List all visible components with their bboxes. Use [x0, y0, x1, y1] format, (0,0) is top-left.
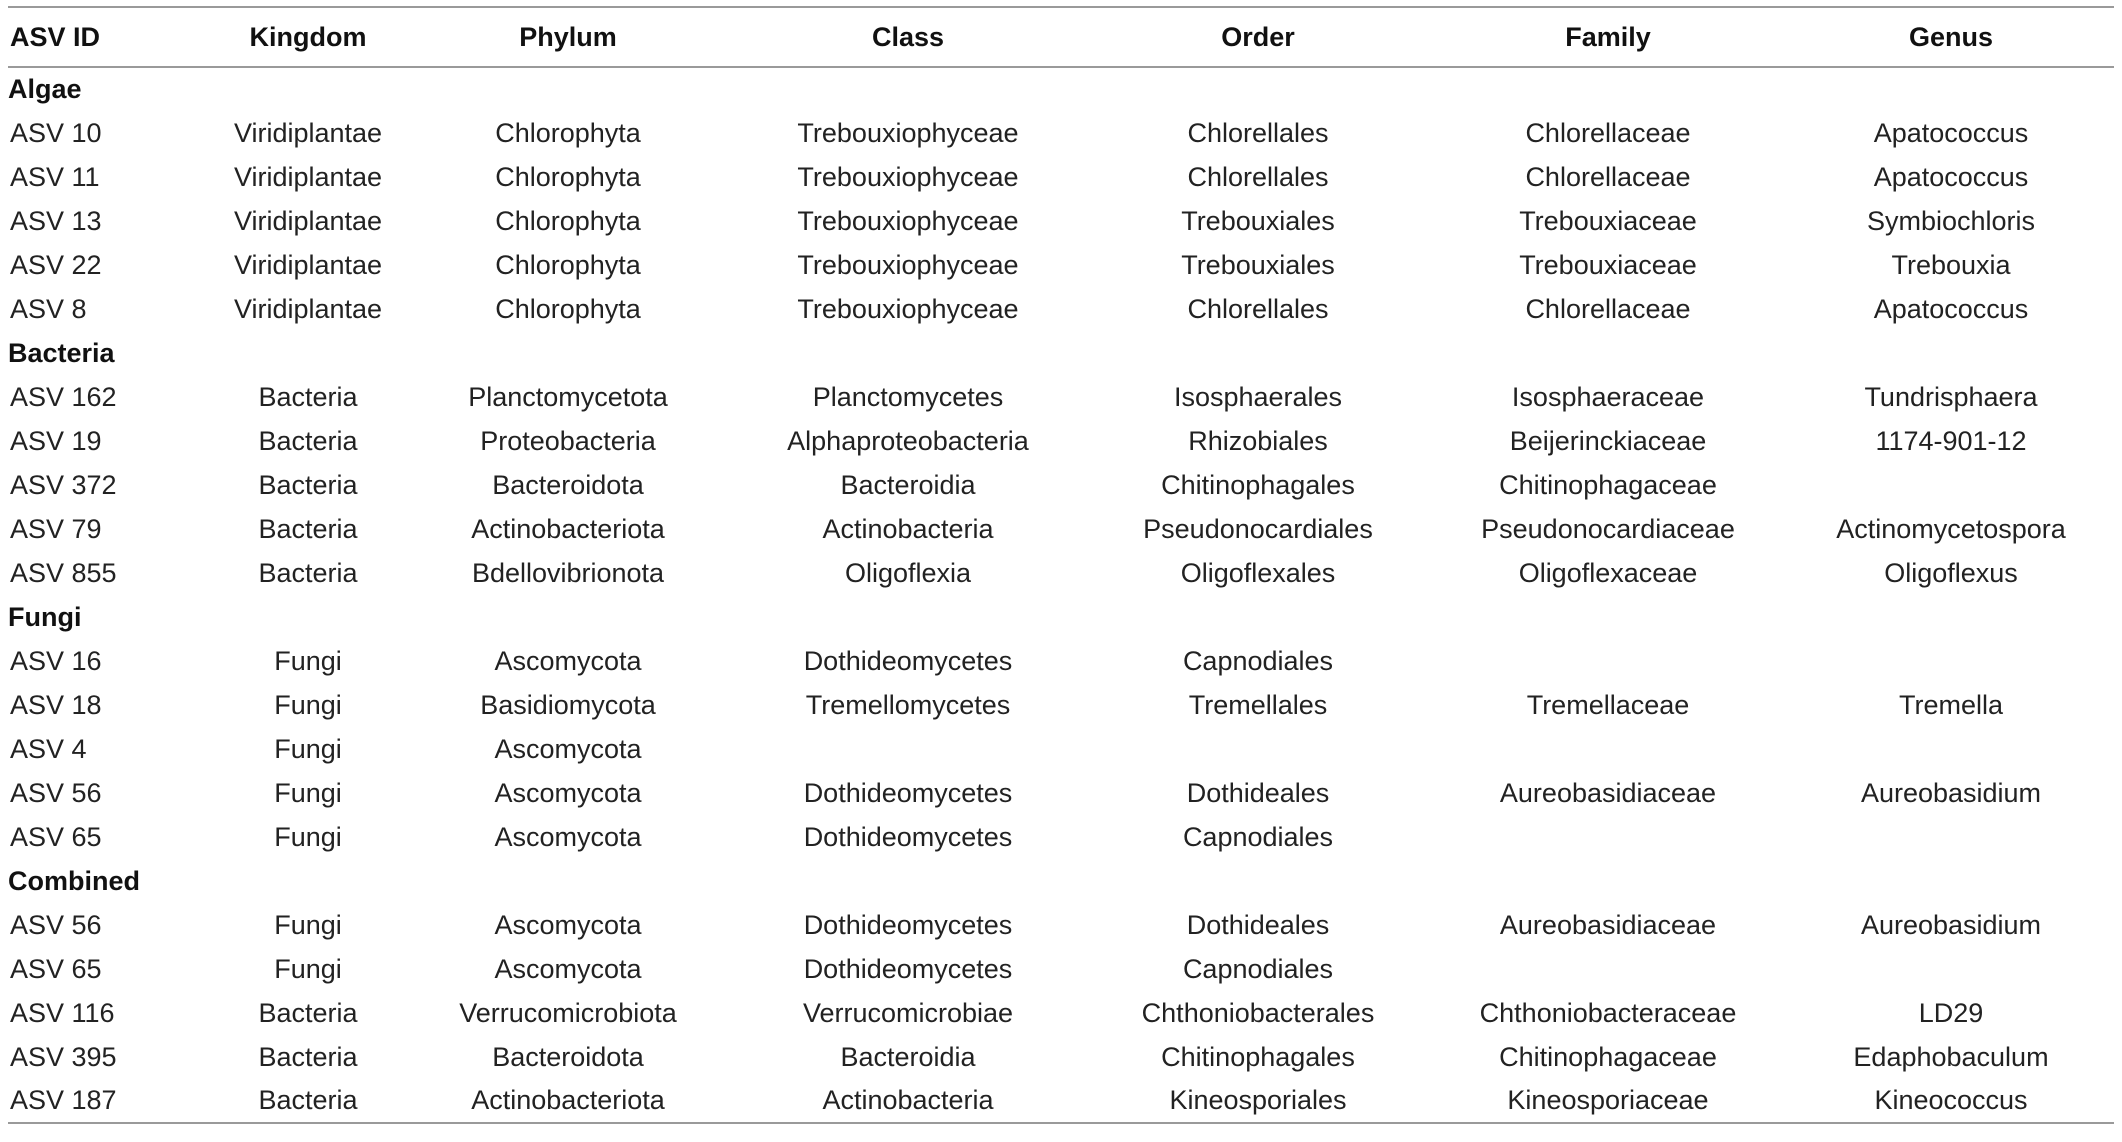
cell-asv-id: ASV 395 [10, 1041, 117, 1072]
cell-genus: Apatococcus [1873, 293, 2029, 324]
table-row [8, 243, 2114, 287]
table-row [8, 507, 2114, 551]
cell-class: Trebouxiophyceae [797, 161, 1019, 192]
cell-kingdom: Viridiplantae [233, 249, 383, 280]
group-header-row [8, 859, 2114, 903]
cell-phylum: Basidiomycota [480, 689, 656, 720]
group-header-row [8, 595, 2114, 639]
cell-order [1088, 727, 1428, 771]
cell-phylum: Chlorophyta [495, 249, 641, 280]
cell-genus [1788, 815, 2114, 859]
cell-order: Oligoflexales [1180, 557, 1336, 588]
cell-family [1428, 727, 1788, 771]
cell-order: Capnodiales [1182, 645, 1334, 676]
cell-class: Dothideomycetes [803, 821, 1013, 852]
cell-family: Chlorellaceae [1525, 117, 1691, 148]
header-phylum: Phylum [408, 7, 728, 67]
table-row [8, 639, 2114, 683]
cell-genus: Edaphobaculum [1853, 1041, 2049, 1072]
group-header-row [8, 67, 2114, 111]
table-row [8, 375, 2114, 419]
group-header-row [8, 331, 2114, 375]
cell-asv-id: ASV 8 [10, 293, 87, 324]
cell-asv-id: ASV 10 [10, 117, 102, 148]
cell-order: Dothideales [1186, 777, 1330, 808]
cell-genus: Apatococcus [1873, 117, 2029, 148]
table-row [8, 903, 2114, 947]
cell-class: Bacteroidia [840, 469, 976, 500]
cell-genus: Oligoflexus [1884, 557, 2018, 588]
cell-phylum: Planctomycetota [468, 381, 668, 412]
cell-kingdom: Bacteria [258, 381, 358, 412]
cell-phylum: Ascomycota [494, 733, 642, 764]
cell-order: Capnodiales [1182, 821, 1334, 852]
cell-phylum: Ascomycota [494, 645, 642, 676]
cell-asv-id: ASV 13 [10, 205, 102, 236]
cell-order: Capnodiales [1182, 953, 1334, 984]
group-label: Combined [8, 865, 140, 896]
cell-genus [1788, 947, 2114, 991]
cell-class: Actinobacteria [822, 513, 994, 544]
cell-genus: Apatococcus [1873, 161, 2029, 192]
cell-phylum: Chlorophyta [495, 293, 641, 324]
header-family: Family [1428, 7, 1788, 67]
cell-asv-id: ASV 16 [10, 645, 102, 676]
cell-phylum: Chlorophyta [495, 117, 641, 148]
cell-phylum: Bdellovibrionota [471, 557, 665, 588]
cell-family: Chlorellaceae [1525, 293, 1691, 324]
table-row [8, 199, 2114, 243]
cell-order: Pseudonocardiales [1143, 513, 1373, 544]
header-genus: Genus [1788, 7, 2114, 67]
table-row [8, 683, 2114, 727]
cell-asv-id: ASV 372 [10, 469, 117, 500]
cell-kingdom: Bacteria [258, 469, 358, 500]
cell-asv-id: ASV 162 [10, 381, 117, 412]
table-row [8, 419, 2114, 463]
cell-genus: Trebouxia [1891, 249, 2011, 280]
cell-kingdom: Bacteria [258, 513, 358, 544]
cell-order: Trebouxiales [1181, 249, 1335, 280]
cell-asv-id: ASV 855 [10, 557, 117, 588]
cell-genus: 1174-901-12 [1875, 425, 2027, 456]
table-row [8, 1035, 2114, 1079]
cell-family: Pseudonocardiaceae [1481, 513, 1735, 544]
cell-asv-id: ASV 18 [10, 689, 102, 720]
cell-family: Chitinophagaceae [1499, 469, 1717, 500]
cell-family: Beijerinckiaceae [1509, 425, 1707, 456]
cell-class: Dothideomycetes [803, 645, 1013, 676]
cell-family: Trebouxiaceae [1519, 205, 1697, 236]
header-order: Order [1088, 7, 1428, 67]
cell-kingdom: Fungi [274, 645, 342, 676]
cell-kingdom: Viridiplantae [233, 293, 383, 324]
table-row [8, 771, 2114, 815]
cell-genus: Actinomycetospora [1836, 513, 2066, 544]
cell-family [1428, 947, 1788, 991]
cell-order: Chitinophagales [1161, 1041, 1355, 1072]
table-row [8, 947, 2114, 991]
table-row [8, 815, 2114, 859]
cell-asv-id: ASV 79 [10, 513, 102, 544]
cell-asv-id: ASV 65 [10, 953, 102, 984]
cell-genus [1788, 727, 2114, 771]
cell-kingdom: Viridiplantae [233, 117, 383, 148]
cell-genus: LD29 [1918, 997, 1984, 1028]
cell-class: Actinobacteria [728, 1079, 1088, 1123]
cell-genus: Tundrisphaera [1864, 381, 2038, 412]
cell-phylum: Proteobacteria [480, 425, 656, 456]
cell-asv-id: ASV 19 [10, 425, 102, 456]
taxonomy-table-container [8, 6, 2114, 1124]
cell-class: Oligoflexia [844, 557, 972, 588]
cell-family: Trebouxiaceae [1519, 249, 1697, 280]
cell-kingdom: Fungi [274, 733, 342, 764]
cell-order: Trebouxiales [1181, 205, 1335, 236]
cell-kingdom: Fungi [274, 953, 342, 984]
cell-class: Verrucomicrobiae [802, 997, 1014, 1028]
cell-class: Tremellomycetes [805, 689, 1011, 720]
cell-genus: Tremella [1898, 689, 2004, 720]
cell-kingdom: Fungi [274, 689, 342, 720]
cell-family: Aureobasidiaceae [1499, 777, 1717, 808]
header-row [8, 7, 2114, 67]
cell-kingdom: Viridiplantae [233, 161, 383, 192]
cell-family: Isosphaeraceae [1511, 381, 1705, 412]
table-row [8, 551, 2114, 595]
cell-order: Tremellales [1188, 689, 1328, 720]
cell-class: Dothideomycetes [803, 953, 1013, 984]
cell-order: Kineosporiales [1088, 1079, 1428, 1123]
cell-family: Chitinophagaceae [1499, 1041, 1717, 1072]
cell-order: Chlorellales [1187, 161, 1329, 192]
cell-class: Trebouxiophyceae [797, 249, 1019, 280]
cell-genus: Aureobasidium [1860, 777, 2042, 808]
cell-phylum: Bacteroidota [492, 469, 644, 500]
cell-kingdom: Fungi [274, 821, 342, 852]
cell-phylum: Chlorophyta [495, 161, 641, 192]
cell-asv-id: ASV 187 [8, 1079, 208, 1123]
cell-family: Oligoflexaceae [1518, 557, 1698, 588]
cell-class: Dothideomycetes [803, 909, 1013, 940]
cell-class: Trebouxiophyceae [797, 293, 1019, 324]
cell-order: Chitinophagales [1161, 469, 1355, 500]
cell-class: Bacteroidia [840, 1041, 976, 1072]
cell-family: Tremellaceae [1526, 689, 1690, 720]
cell-class [728, 727, 1088, 771]
cell-kingdom: Bacteria [258, 425, 358, 456]
cell-phylum: Actinobacteriota [471, 513, 665, 544]
cell-phylum: Actinobacteriota [408, 1079, 728, 1123]
cell-asv-id: ASV 4 [10, 733, 87, 764]
cell-phylum: Chlorophyta [495, 205, 641, 236]
cell-order: Isosphaerales [1173, 381, 1343, 412]
table-body [8, 67, 2114, 1123]
table-row [8, 287, 2114, 331]
cell-asv-id: ASV 65 [10, 821, 102, 852]
cell-kingdom: Viridiplantae [233, 205, 383, 236]
cell-asv-id: ASV 116 [10, 997, 115, 1028]
cell-genus: Symbiochloris [1866, 205, 2036, 236]
cell-class: Trebouxiophyceae [797, 117, 1019, 148]
cell-phylum: Ascomycota [494, 909, 642, 940]
header-asv-id: ASV ID [8, 7, 208, 67]
cell-family: Chlorellaceae [1525, 161, 1691, 192]
table-header [8, 7, 2114, 67]
cell-genus [1788, 463, 2114, 507]
group-label: Fungi [8, 601, 82, 632]
cell-class: Alphaproteobacteria [787, 425, 1029, 456]
cell-asv-id: ASV 56 [10, 777, 102, 808]
cell-family: Aureobasidiaceae [1499, 909, 1717, 940]
cell-phylum: Ascomycota [494, 821, 642, 852]
cell-kingdom: Fungi [274, 909, 342, 940]
table-row [8, 991, 2114, 1035]
cell-phylum: Bacteroidota [492, 1041, 644, 1072]
table-row [8, 155, 2114, 199]
cell-order: Chlorellales [1187, 293, 1329, 324]
group-label: Algae [8, 74, 82, 104]
cell-genus: Aureobasidium [1860, 909, 2042, 940]
header-kingdom: Kingdom [208, 7, 408, 67]
table-row [8, 111, 2114, 155]
cell-phylum: Ascomycota [494, 953, 642, 984]
cell-class: Trebouxiophyceae [797, 205, 1019, 236]
cell-phylum: Verrucomicrobiota [459, 997, 677, 1028]
cell-order: Chlorellales [1187, 117, 1329, 148]
taxonomy-table [8, 6, 2114, 1124]
cell-phylum: Ascomycota [494, 777, 642, 808]
cell-genus: Kineococcus [1788, 1079, 2114, 1123]
cell-class: Planctomycetes [812, 381, 1004, 412]
cell-order: Chthoniobacterales [1141, 997, 1375, 1028]
cell-asv-id: ASV 22 [10, 249, 102, 280]
cell-order: Rhizobiales [1188, 425, 1328, 456]
cell-family: Kineosporiaceae [1428, 1079, 1788, 1123]
cell-family [1428, 639, 1788, 683]
table-row [8, 1079, 2114, 1123]
cell-kingdom: Bacteria [208, 1079, 408, 1123]
cell-genus [1788, 639, 2114, 683]
header-class: Class [728, 7, 1088, 67]
table-row [8, 727, 2114, 771]
cell-kingdom: Fungi [274, 777, 342, 808]
cell-kingdom: Bacteria [258, 1041, 358, 1072]
cell-family: Chthoniobacteraceae [1479, 997, 1737, 1028]
cell-asv-id: ASV 56 [10, 909, 102, 940]
cell-asv-id: ASV 11 [10, 161, 100, 192]
cell-class: Dothideomycetes [803, 777, 1013, 808]
cell-order: Dothideales [1186, 909, 1330, 940]
cell-kingdom: Bacteria [258, 557, 358, 588]
table-row [8, 463, 2114, 507]
cell-kingdom: Bacteria [258, 997, 358, 1028]
cell-family [1428, 815, 1788, 859]
group-label: Bacteria [8, 337, 115, 368]
